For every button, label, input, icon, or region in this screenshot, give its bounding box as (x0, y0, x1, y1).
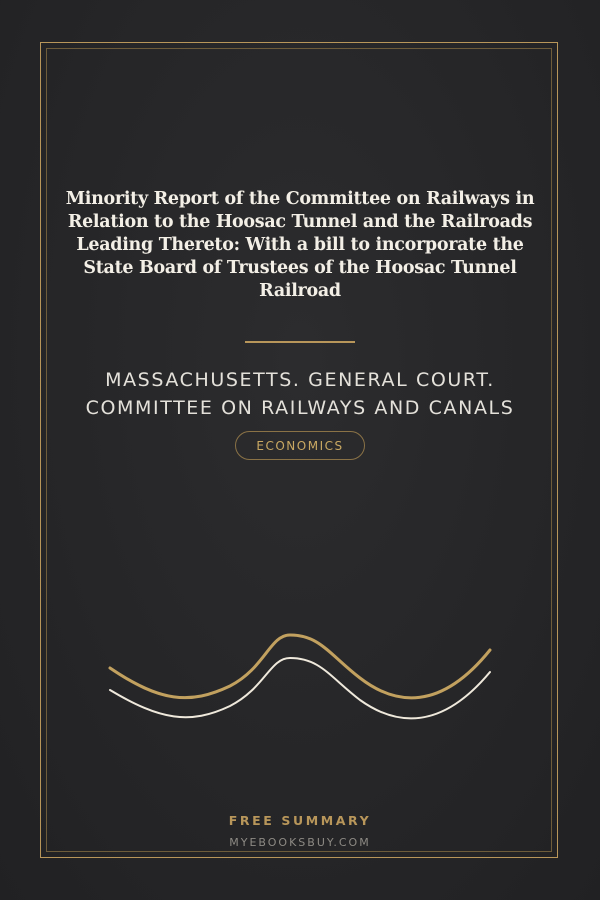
wave-gold (110, 635, 490, 698)
book-title: Minority Report of the Committee on Railways in Relation to the Hoosac Tunnel and the Railroads Leading Thereto: With a bill to incorporate the State Board of Trustees of the Hoosac Tunnel Railroad (65, 189, 535, 301)
wave-light (110, 658, 490, 718)
site-name: MYEBOOKSBUY.COM (229, 836, 371, 849)
book-author (40, 366, 560, 422)
free-summary-label: FREE SUMMARY (228, 813, 372, 828)
title-divider (245, 341, 355, 343)
author-line-1: MASSACHUSETTS. GENERAL COURT. (105, 369, 495, 391)
author-line-2: COMMITTEE ON RAILWAYS AND CANALS (85, 397, 515, 419)
genre-badge: ECONOMICS (235, 431, 365, 460)
wave-ornament-icon (100, 620, 500, 740)
